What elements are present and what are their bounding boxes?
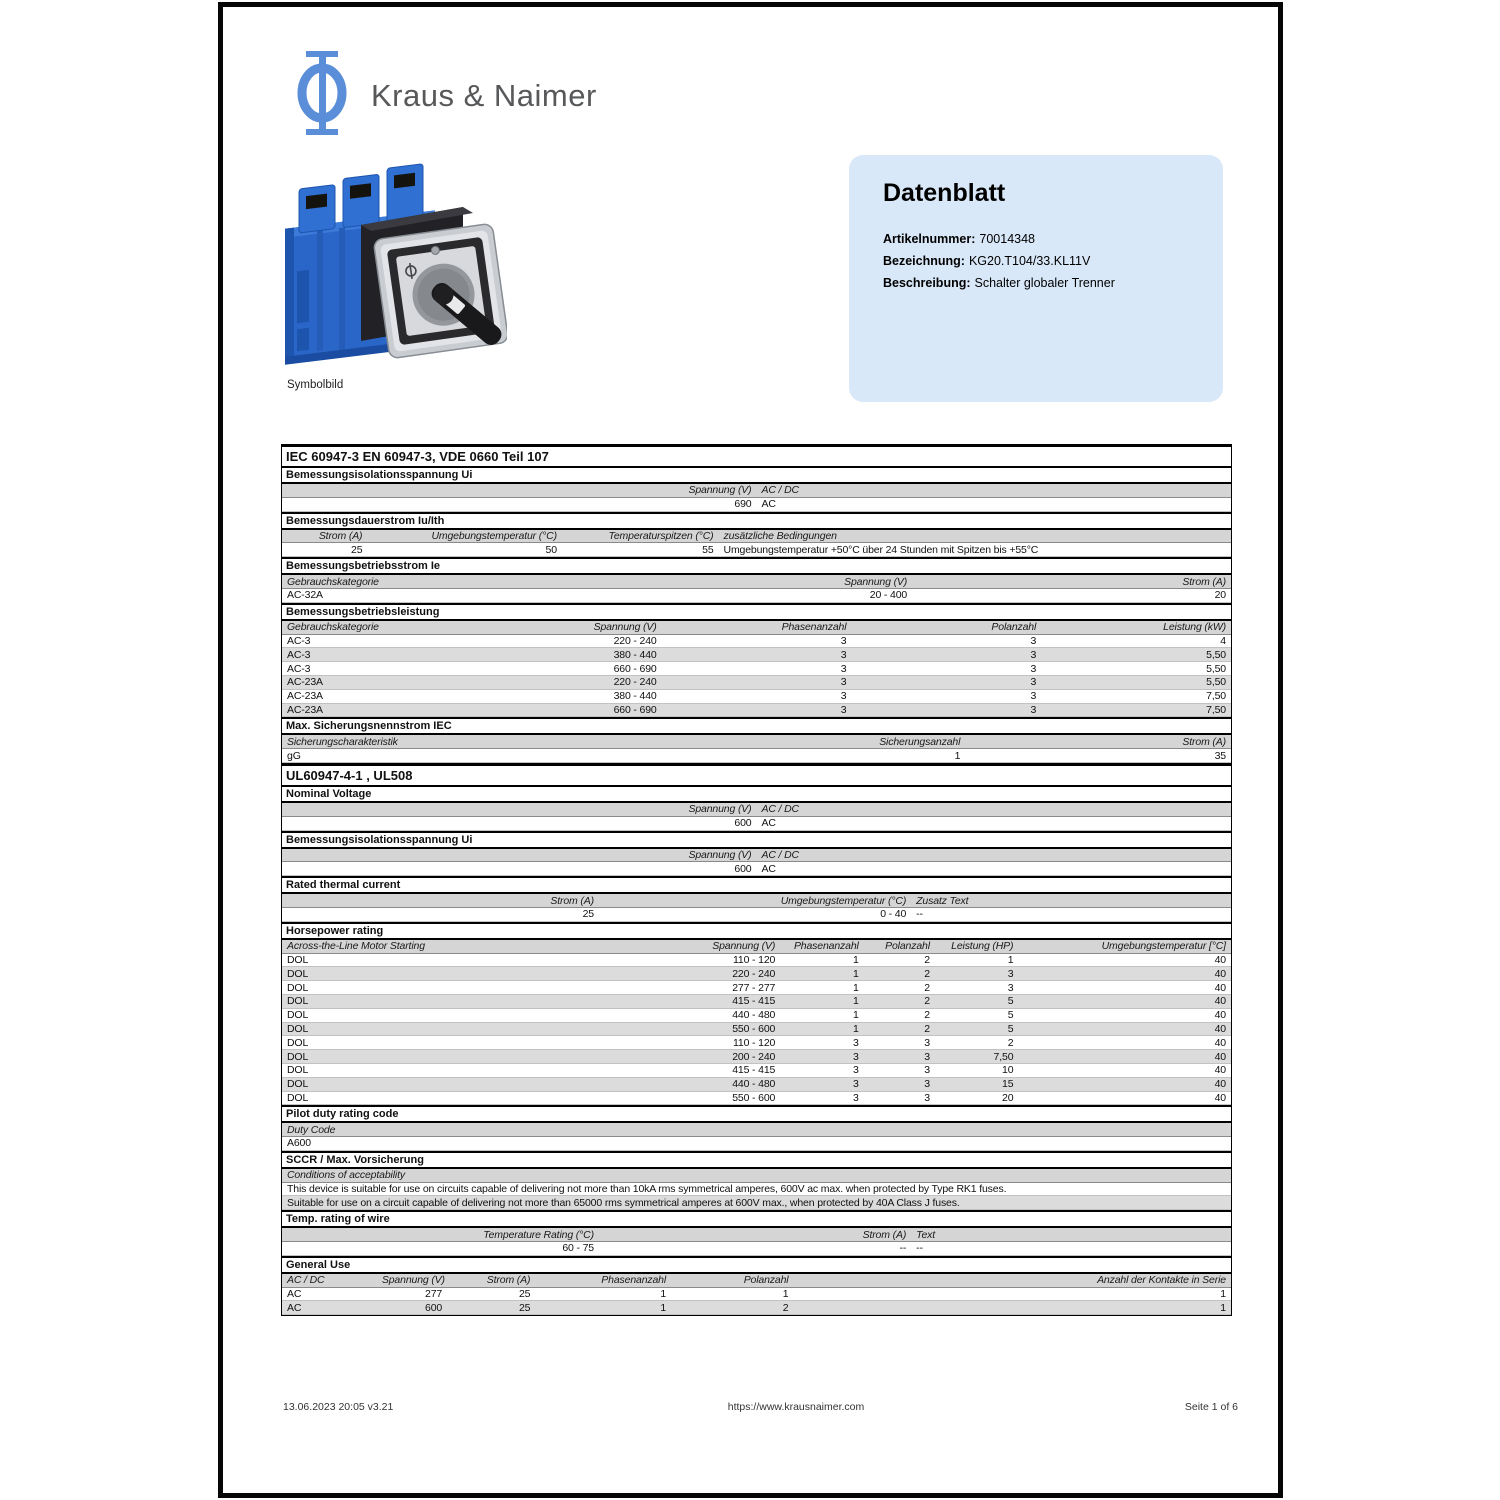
- kraus-naimer-phi-logo-icon: [295, 51, 349, 140]
- data-cell: --: [916, 1242, 923, 1255]
- data-cell: 10: [1002, 1064, 1014, 1077]
- table-section-row: Bemessungsisolationsspannung Ui: [282, 831, 1231, 849]
- data-cell: 3: [840, 634, 847, 647]
- table-data-row: [282, 981, 1231, 995]
- table-header-row: [282, 1169, 1231, 1183]
- table-data-row: [282, 908, 1231, 922]
- header-cell: Leistung (HP): [951, 940, 1014, 953]
- data-cell: 380 - 440: [613, 648, 657, 661]
- table-data-row: [282, 1050, 1231, 1064]
- data-cell: AC-3: [287, 662, 311, 675]
- data-cell: 7,50: [1206, 703, 1226, 716]
- data-cell: 3: [924, 1050, 930, 1063]
- data-cell: 40: [1214, 953, 1226, 966]
- data-cell: 3: [853, 1078, 859, 1091]
- header-cell: Temperature Rating (°C): [483, 1228, 594, 1241]
- data-cell: 50: [545, 543, 557, 556]
- data-cell: 3: [840, 676, 847, 689]
- table-header-row: [282, 1274, 1231, 1288]
- header-cell: Spannung (V): [844, 575, 908, 588]
- data-cell: 220 - 240: [613, 634, 657, 647]
- header-cell: AC / DC: [761, 803, 799, 816]
- header-cell: Spannung (V): [688, 484, 752, 497]
- spec-table: [281, 444, 1232, 1316]
- table-section-row: Bemessungsisolationsspannung Ui: [282, 468, 1231, 484]
- header-cell: zusätzliche Bedingungen: [723, 529, 837, 542]
- data-cell: 3: [924, 1064, 930, 1077]
- header-cell: Phasenanzahl: [601, 1274, 667, 1287]
- header-cell: AC / DC: [761, 848, 799, 861]
- data-cell: gG: [287, 749, 301, 762]
- header-cell: Polanzahl: [991, 621, 1037, 634]
- table-data-row: [282, 1092, 1231, 1106]
- header-cell: Umgebungstemperatur (°C): [780, 894, 907, 907]
- data-cell: 200 - 240: [732, 1050, 776, 1063]
- data-cell: 1: [660, 1288, 667, 1301]
- data-cell: 25: [582, 908, 594, 921]
- data-cell: 3: [853, 1091, 859, 1104]
- data-cell: DOL: [287, 1036, 309, 1049]
- data-cell: Suitable for use on a circuit capable of delivering not more than 65000 rms symmetrical amperes at 600V max., when protected by 40A Class J fuses.: [287, 1196, 960, 1209]
- data-cell: 3: [1030, 662, 1037, 675]
- table-header-row: [282, 940, 1231, 954]
- data-cell: AC: [287, 1301, 302, 1314]
- data-cell: 5: [1007, 1009, 1014, 1022]
- data-cell: 15: [1002, 1078, 1014, 1091]
- table-header-row: [282, 894, 1231, 908]
- data-cell: 1: [1220, 1288, 1226, 1301]
- table-data-row: [282, 1196, 1231, 1210]
- table-section-row: Bemessungsbetriebsstrom Ie: [282, 557, 1231, 575]
- data-cell: 25: [518, 1288, 531, 1301]
- data-cell: 440 - 480: [732, 1009, 776, 1022]
- data-cell: 1: [1007, 953, 1014, 966]
- table-data-row: [282, 862, 1231, 876]
- header-cell: Strom (A): [318, 529, 363, 542]
- data-cell: 220 - 240: [732, 967, 776, 980]
- table-section-row: General Use: [282, 1256, 1231, 1274]
- header-cell: Conditions of acceptability: [287, 1169, 405, 1182]
- table-section-row: Bemessungsbetriebsleistung: [282, 603, 1231, 621]
- data-cell: DOL: [287, 995, 309, 1008]
- table-header-row: [282, 735, 1231, 749]
- table-data-row: [282, 589, 1231, 603]
- data-cell: 660 - 690: [613, 703, 657, 716]
- datasheet-info-card: [849, 155, 1223, 402]
- data-cell: AC-23A: [287, 703, 323, 716]
- table-data-row: [282, 1242, 1231, 1256]
- header-cell: Polanzahl: [743, 1274, 789, 1287]
- header-cell: Spannung (V): [712, 940, 776, 953]
- data-cell: 5,50: [1206, 662, 1226, 675]
- data-cell: 550 - 600: [732, 1022, 776, 1035]
- data-cell: DOL: [287, 967, 309, 980]
- data-cell: 60 - 75: [562, 1242, 594, 1255]
- table-section-row: Rated thermal current: [282, 876, 1231, 894]
- header-cell: Spannung (V): [593, 621, 657, 634]
- data-cell: 550 - 600: [732, 1091, 776, 1104]
- table-data-row: [282, 967, 1231, 981]
- data-cell: 1: [660, 1301, 667, 1314]
- data-cell: AC: [761, 862, 776, 875]
- table-data-row: [282, 1078, 1231, 1092]
- data-cell: 1: [782, 1288, 789, 1301]
- header-cell: Strom (A): [1182, 735, 1226, 748]
- data-cell: AC-23A: [287, 676, 323, 689]
- table-header-row: [282, 1123, 1231, 1137]
- datasheet-title: Datenblatt: [883, 179, 1006, 207]
- data-cell: 600: [734, 817, 752, 830]
- data-cell: 40: [1214, 1022, 1226, 1035]
- data-cell: 1: [853, 1022, 859, 1035]
- table-section-row: Bemessungsdauerstrom Iu/Ith: [282, 512, 1231, 530]
- data-cell: 3: [853, 1064, 859, 1077]
- data-cell: AC-3: [287, 648, 311, 661]
- data-cell: 40: [1214, 1009, 1226, 1022]
- data-cell: 40: [1214, 1050, 1226, 1063]
- header-cell: Gebrauchskategorie: [287, 621, 379, 634]
- data-cell: 5,50: [1206, 676, 1226, 689]
- header-cell: AC / DC: [287, 1274, 325, 1287]
- designation-line: Bezeichnung: KG20.T104/33.KL11V: [883, 254, 1091, 268]
- data-cell: 0 - 40: [880, 908, 907, 921]
- data-cell: AC-32A: [287, 589, 323, 602]
- data-cell: 40: [1214, 1091, 1226, 1104]
- data-cell: 7,50: [1206, 690, 1226, 703]
- header-cell: AC / DC: [761, 484, 799, 497]
- header-cell: Spannung (V): [688, 848, 752, 861]
- data-cell: 3: [1007, 981, 1014, 994]
- symbolbild-label: Symbolbild: [287, 379, 344, 391]
- data-cell: 220 - 240: [613, 676, 657, 689]
- data-cell: 5: [1007, 995, 1014, 1008]
- data-cell: 3: [1007, 967, 1014, 980]
- data-cell: Umgebungstemperatur +50°C über 24 Stunden mit Spitzen bis +55°C: [723, 543, 1039, 556]
- article-number-line: Artikelnummer: 70014348: [883, 232, 1036, 246]
- table-data-row: [282, 498, 1231, 512]
- data-cell: 25: [351, 543, 363, 556]
- header-cell: Leistung (kW): [1163, 621, 1226, 634]
- header-cell: Spannung (V): [381, 1274, 445, 1287]
- table-header-row: [282, 1228, 1231, 1242]
- data-cell: 600: [734, 862, 752, 875]
- header-cell: Strom (A): [1182, 575, 1226, 588]
- data-cell: 3: [840, 703, 847, 716]
- data-cell: 55: [702, 543, 714, 556]
- header-cell: Across-the-Line Motor Starting: [287, 940, 425, 953]
- table-data-row: [282, 662, 1231, 676]
- footer-date-version: 13.06.2023 20:05 v3.21: [283, 1401, 394, 1413]
- description-line: Beschreibung: Schalter globaler Trenner: [883, 276, 1115, 290]
- data-cell: 1: [1220, 1301, 1226, 1314]
- table-section-row: Pilot duty rating code: [282, 1105, 1231, 1123]
- table-header-row: [282, 530, 1231, 544]
- header-cell: Anzahl der Kontakte in Serie: [1097, 1274, 1226, 1287]
- table-data-row: [282, 635, 1231, 649]
- data-cell: 40: [1214, 995, 1226, 1008]
- table-data-row: [282, 954, 1231, 968]
- table-data-row: [282, 648, 1231, 662]
- data-cell: 2: [924, 953, 930, 966]
- table-data-row: [282, 1064, 1231, 1078]
- data-cell: 5,50: [1206, 648, 1226, 661]
- table-section-row: Nominal Voltage: [282, 787, 1231, 803]
- table-section-row: Max. Sicherungsnennstrom IEC: [282, 717, 1231, 735]
- datasheet-page: [218, 2, 1283, 1498]
- data-cell: 660 - 690: [613, 662, 657, 675]
- table-data-row: [282, 749, 1231, 763]
- header-cell: Duty Code: [287, 1123, 336, 1136]
- data-cell: 3: [1030, 634, 1037, 647]
- data-cell: 3: [840, 690, 847, 703]
- header-cell: Polanzahl: [885, 940, 930, 953]
- data-cell: 3: [924, 1036, 930, 1049]
- data-cell: 2: [924, 1022, 930, 1035]
- data-cell: --: [916, 908, 923, 921]
- table-title-row: UL60947-4-1 , UL508: [282, 763, 1231, 787]
- data-cell: 1: [853, 953, 859, 966]
- table-header-row: [282, 803, 1231, 817]
- data-cell: 3: [1030, 703, 1037, 716]
- table-section-row: Horsepower rating: [282, 922, 1231, 940]
- data-cell: 415 - 415: [732, 1064, 776, 1077]
- table-title-row: IEC 60947-3 EN 60947-3, VDE 0660 Teil 107: [282, 444, 1231, 468]
- data-cell: AC-3: [287, 634, 311, 647]
- table-section-row: SCCR / Max. Vorsicherung: [282, 1151, 1231, 1169]
- brand-header: [295, 51, 597, 140]
- table-data-row: [282, 690, 1231, 704]
- header-cell: Phasenanzahl: [793, 940, 859, 953]
- data-cell: 25: [518, 1301, 531, 1314]
- data-cell: 2: [924, 995, 930, 1008]
- header-cell: Phasenanzahl: [781, 621, 847, 634]
- data-cell: 40: [1214, 1064, 1226, 1077]
- header-cell: Text: [916, 1228, 936, 1241]
- data-cell: 4: [1220, 634, 1226, 647]
- data-cell: 7,50: [993, 1050, 1014, 1063]
- data-cell: AC-23A: [287, 690, 323, 703]
- header-cell: Temperaturspitzen (°C): [608, 529, 714, 542]
- header-cell: Strom (A): [862, 1228, 907, 1241]
- table-data-row: [282, 1023, 1231, 1037]
- data-cell: 40: [1214, 1036, 1226, 1049]
- data-cell: 415 - 415: [732, 995, 776, 1008]
- data-cell: 3: [1030, 648, 1037, 661]
- data-cell: 3: [924, 1078, 930, 1091]
- data-cell: 20 - 400: [869, 589, 908, 602]
- data-cell: 2: [924, 981, 930, 994]
- data-cell: 690: [734, 498, 752, 511]
- header-cell: Umgebungstemperatur (°C): [431, 529, 557, 542]
- product-photo: [275, 155, 507, 375]
- data-cell: --: [899, 1242, 907, 1255]
- data-cell: 40: [1214, 981, 1226, 994]
- table-data-row: [282, 1288, 1231, 1302]
- data-cell: 3: [840, 662, 847, 675]
- data-cell: 110 - 120: [732, 953, 776, 966]
- header-cell: Spannung (V): [688, 803, 752, 816]
- data-cell: 600: [425, 1301, 443, 1314]
- data-cell: DOL: [287, 1022, 309, 1035]
- table-data-row: [282, 704, 1231, 718]
- data-cell: 2: [782, 1301, 789, 1314]
- data-cell: 380 - 440: [613, 690, 657, 703]
- data-cell: 3: [853, 1036, 859, 1049]
- header-cell: Zusatz Text: [916, 894, 969, 907]
- brand-name: Kraus & Naimer: [371, 77, 597, 113]
- table-data-row: [282, 1183, 1231, 1197]
- table-header-row: [282, 575, 1231, 589]
- data-cell: DOL: [287, 1064, 309, 1077]
- data-cell: DOL: [287, 953, 309, 966]
- data-cell: 3: [1030, 676, 1037, 689]
- data-cell: DOL: [287, 1091, 309, 1104]
- data-cell: A600: [287, 1137, 311, 1150]
- data-cell: DOL: [287, 1009, 309, 1022]
- data-cell: 277: [425, 1288, 443, 1301]
- data-cell: 40: [1214, 967, 1226, 980]
- data-cell: 1: [853, 1009, 859, 1022]
- table-header-row: [282, 484, 1231, 498]
- table-data-row: [282, 1137, 1231, 1151]
- data-cell: 1: [954, 749, 961, 762]
- data-cell: 2: [924, 1009, 930, 1022]
- table-header-row: [282, 849, 1231, 863]
- data-cell: 3: [840, 648, 847, 661]
- data-cell: 277 - 277: [732, 981, 776, 994]
- data-cell: DOL: [287, 981, 309, 994]
- data-cell: 3: [1030, 690, 1037, 703]
- data-cell: AC: [287, 1288, 302, 1301]
- table-data-row: [282, 817, 1231, 831]
- data-cell: DOL: [287, 1050, 309, 1063]
- data-cell: AC: [761, 817, 776, 830]
- header-cell: Sicherungscharakteristik: [287, 735, 398, 748]
- data-cell: 1: [853, 981, 859, 994]
- table-data-row: [282, 543, 1231, 557]
- data-cell: 2: [924, 967, 930, 980]
- data-cell: 20: [1002, 1091, 1014, 1104]
- data-cell: 1: [853, 967, 859, 980]
- data-cell: 3: [853, 1050, 859, 1063]
- data-cell: 440 - 480: [732, 1078, 776, 1091]
- data-cell: AC: [761, 498, 776, 511]
- data-cell: DOL: [287, 1078, 309, 1091]
- header-cell: Sicherungsanzahl: [879, 735, 961, 748]
- header-cell: Strom (A): [486, 1274, 531, 1287]
- header-cell: Umgebungstemperatur [°C]: [1101, 940, 1226, 953]
- table-data-row: [282, 1009, 1231, 1023]
- footer-page-number: Seite 1 of 6: [1184, 1401, 1238, 1413]
- data-cell: 5: [1007, 1022, 1014, 1035]
- table-header-row: [282, 621, 1231, 635]
- data-cell: 2: [1007, 1036, 1014, 1049]
- header-cell: Strom (A): [550, 894, 594, 907]
- footer-url: https://www.krausnaimer.com: [727, 1401, 865, 1413]
- data-cell: 35: [1214, 749, 1226, 762]
- table-section-row: Temp. rating of wire: [282, 1210, 1231, 1228]
- data-cell: 20: [1214, 589, 1226, 602]
- data-cell: 110 - 120: [732, 1036, 776, 1049]
- data-cell: 1: [853, 995, 859, 1008]
- data-cell: This device is suitable for use on circuits capable of delivering not more than 10kA rms symmetrical amperes, 600V ac max. when protected by Type RK1 fuses.: [287, 1183, 1007, 1196]
- header-cell: Gebrauchskategorie: [287, 575, 379, 588]
- table-data-row: [282, 1036, 1231, 1050]
- table-data-row: [282, 1301, 1231, 1315]
- table-data-row: [282, 676, 1231, 690]
- data-cell: 3: [924, 1091, 930, 1104]
- table-data-row: [282, 995, 1231, 1009]
- data-cell: 40: [1214, 1078, 1226, 1091]
